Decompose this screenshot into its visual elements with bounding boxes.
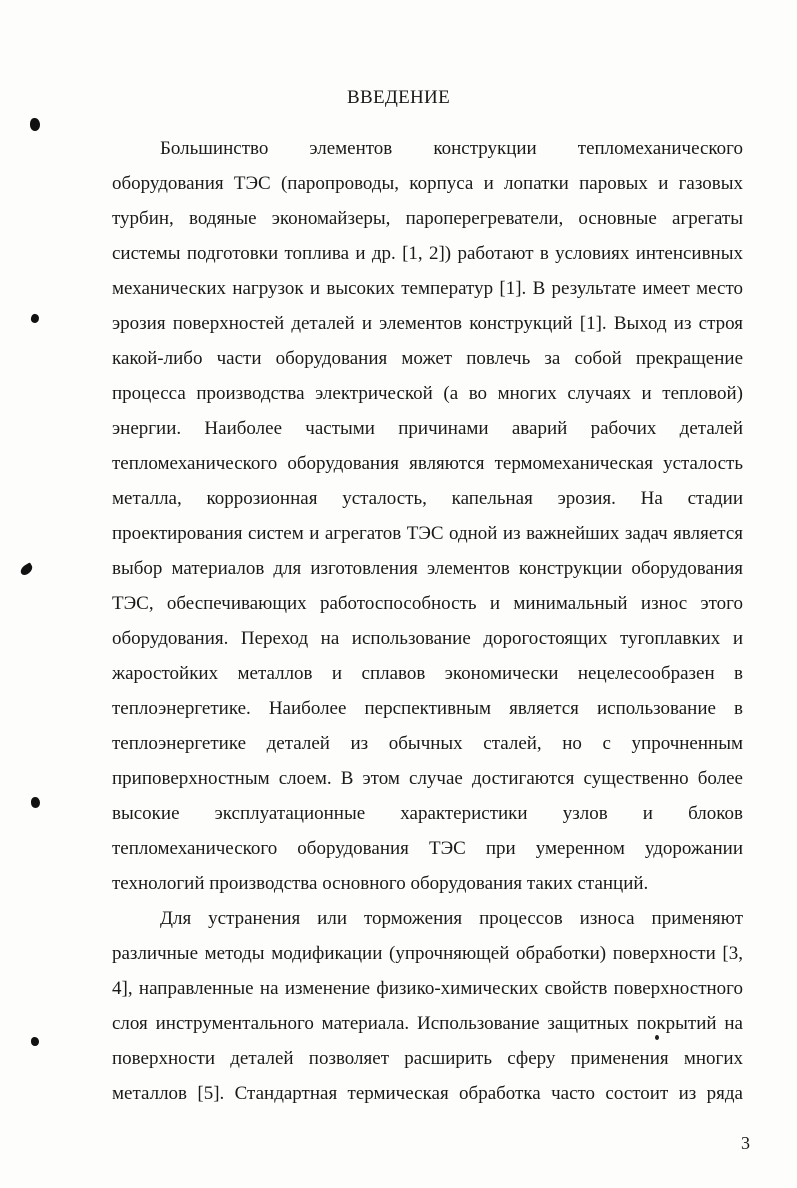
text-line: металлов [5]. Стандартная термическая обработка часто состоит из ряда	[112, 1083, 743, 1104]
text-line: процесса производства электрической (а во многих случаях и тепловой)	[112, 383, 743, 404]
text-line: теплоэнергетике деталей из обычных сталей, но с упрочненным	[112, 733, 743, 754]
text-line: эрозия поверхностей деталей и элементов конструкций [1]. Выход из строя	[112, 313, 743, 334]
text-line: какой-либо части оборудования может повлечь за собой прекращение	[112, 348, 743, 369]
text-line: жаростойких металлов и сплавов экономически нецелесообразен в	[112, 663, 743, 684]
text-line: Для устранения или торможения процессов износа применяют	[160, 908, 743, 929]
binding-hole-mark	[31, 797, 40, 808]
text-line: турбин, водяные экономайзеры, пароперегреватели, основные агрегаты	[112, 208, 743, 229]
text-line: выбор материалов для изготовления элементов конструкции оборудования	[112, 558, 743, 579]
text-line: высокие эксплуатационные характеристики узлов и блоков	[112, 803, 743, 824]
text-line: Большинство элементов конструкции тепломеханического	[160, 138, 743, 159]
text-line: 4], направленные на изменение физико-химических свойств поверхностного	[112, 978, 743, 999]
text-line: тепломеханического оборудования ТЭС при умеренном удорожании	[112, 838, 743, 859]
text-line: технологий производства основного оборудования таких станций.	[112, 873, 649, 894]
text-line: энергии. Наиболее частыми причинами аварий рабочих деталей	[112, 418, 743, 439]
binding-hole-mark	[30, 313, 41, 324]
binding-hole-mark	[31, 1037, 39, 1046]
page-title: ВВЕДЕНИЕ	[347, 87, 450, 108]
text-line: приповерхностным слоем. В этом случае достигаются существенно более	[112, 768, 743, 789]
binding-hole-mark	[19, 562, 35, 576]
text-line: теплоэнергетике. Наиболее перспективным является использование в	[112, 698, 743, 719]
text-line: поверхности деталей позволяет расширить сферу применения многих	[112, 1048, 743, 1069]
text-line: проектирования систем и агрегатов ТЭС одной из важнейших задач является	[112, 523, 743, 544]
text-line: механических нагрузок и высоких температур [1]. В результате имеет место	[112, 278, 743, 299]
scan-speck	[655, 1035, 659, 1040]
text-line: различные методы модификации (упрочняющей обработки) поверхности [3,	[112, 943, 743, 964]
page-number: 3	[741, 1133, 750, 1153]
text-line: слоя инструментального материала. Использование защитных покрытий на	[112, 1013, 743, 1034]
text-line: металла, коррозионная усталость, капельная эрозия. На стадии	[112, 488, 743, 509]
text-line: тепломеханического оборудования являются термомеханическая усталость	[112, 453, 743, 474]
text-line: системы подготовки топлива и др. [1, 2]) работают в условиях интенсивных	[112, 243, 743, 264]
text-line: ТЭС, обеспечивающих работоспособность и минимальный износ этого	[112, 593, 743, 614]
binding-hole-mark	[30, 118, 40, 131]
text-line: оборудования ТЭС (паропроводы, корпуса и лопатки паровых и газовых	[112, 173, 743, 194]
text-line: оборудования. Переход на использование дорогостоящих тугоплавких и	[112, 628, 743, 649]
